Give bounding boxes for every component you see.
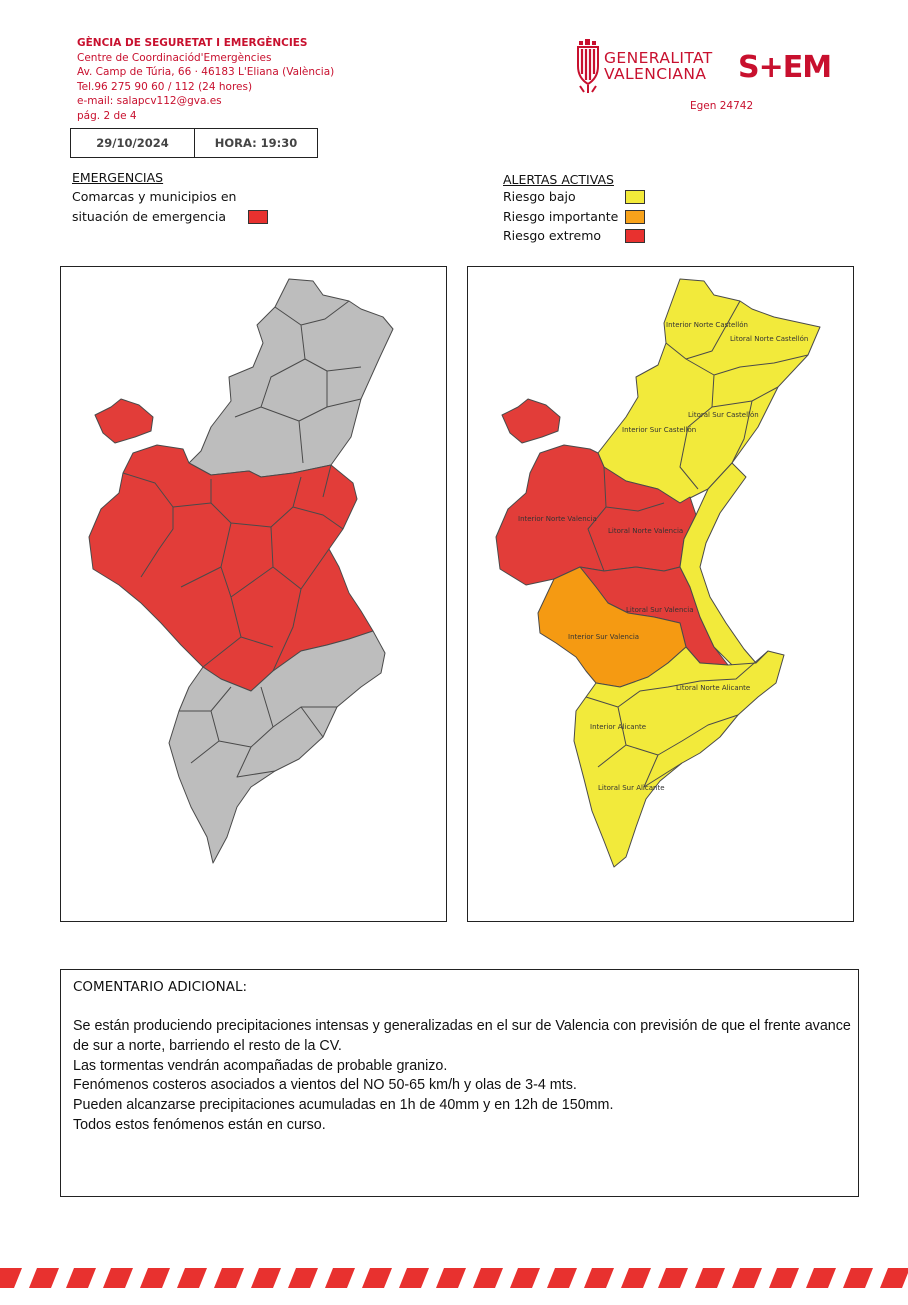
alert-map-svg [468,267,853,921]
emergencia-swatch [248,210,268,224]
alert-riesgo-extremo-swatch [625,229,645,243]
logo-text-line-2: VALENCIANA [604,65,707,83]
footer-stripe [510,1268,540,1288]
label-interior-norte-valencia: Interior Norte Valencia [518,515,597,523]
footer-stripe [547,1268,577,1288]
comment-line: Las tormentas vendrán acompañadas de probable granizo. [73,1057,448,1074]
org-line-email: e-mail: salapcv112@gva.es [77,95,222,108]
emergencias-title: EMERGENCIAS [72,170,164,185]
map-region-castellon [189,279,393,477]
alert-riesgo-bajo-label: Riesgo bajo [503,189,576,204]
report-date: 29/10/2024 [71,129,195,157]
footer-stripe [880,1268,908,1288]
sem-logo: S+EM [738,50,832,85]
org-line-phone: Tel.96 275 90 60 / 112 (24 hores) [77,80,253,93]
generalitat-emblem-icon [576,38,600,94]
footer-stripe [214,1268,244,1288]
organization-name: GÈNCIA DE SEGURETAT I EMERGÈNCIES [77,37,308,49]
label-litoral-sur-valencia: Litoral Sur Valencia [626,606,694,614]
map-enclave-rincon-ademuz [95,399,153,443]
footer-stripe [177,1268,207,1288]
footer-stripe [362,1268,392,1288]
label-interior-norte-castellon: Interior Norte Castellón [666,321,748,329]
alert-riesgo-importante-swatch [625,210,645,224]
footer-stripe [251,1268,281,1288]
logo-text-line-1: GENERALITAT [604,49,713,67]
footer-stripe [0,1268,22,1288]
label-interior-alicante: Interior Alicante [590,723,647,731]
alert-riesgo-importante-label: Riesgo importante [503,208,619,224]
page-number: pág. 2 de 4 [77,109,137,122]
label-litoral-norte-valencia: Litoral Norte Valencia [608,527,684,535]
emergency-map-svg [61,267,446,921]
footer-stripe [399,1268,429,1288]
date-time-box [70,128,318,158]
footer-stripe [29,1268,59,1288]
zone-enclave [502,399,560,443]
emergency-map [60,266,447,922]
label-litoral-norte-alicante: Litoral Norte Alicante [676,684,751,692]
emergencias-line-1: Comarcas y municipios en [72,189,237,204]
footer-stripe [288,1268,318,1288]
document-id: Egen 24742 [690,100,754,112]
alert-riesgo-bajo-swatch [625,190,645,204]
org-line-address: Av. Camp de Túria, 66 · 46183 L'Eliana (València) [77,66,335,79]
report-time: HORA: 19:30 [214,136,298,150]
footer-stripe [732,1268,762,1288]
alert-map [467,266,854,922]
emergencias-legend [72,170,268,226]
label-interior-sur-valencia: Interior Sur Valencia [568,633,640,641]
comment-line: Se están produciendo precipitaciones intensas y generalizadas en el sur de Valencia con previsión de que el frente avance de sur a norte, barriendo el resto de la CV. [73,1018,851,1054]
footer-stripe [436,1268,466,1288]
comment-title: COMENTARIO ADICIONAL: [73,979,248,995]
label-litoral-sur-castellon: Litoral Sur Castellón [688,411,759,419]
footer-stripe [806,1268,836,1288]
footer-stripe [658,1268,688,1288]
label-litoral-norte-castellon: Litoral Norte Castellón [730,335,809,343]
comment-line: Todos estos fenómenos están en curso. [73,1116,326,1133]
footer-stripe [473,1268,503,1288]
alert-riesgo-extremo-label: Riesgo extremo [503,228,602,243]
footer-stripe [769,1268,799,1288]
footer-stripe [843,1268,873,1288]
emergencias-line-2: situación de emergencia [72,208,226,224]
label-litoral-sur-alicante: Litoral Sur Alicante [598,784,665,792]
footer-stripe [66,1268,96,1288]
comment-body [73,1017,853,1136]
footer-stripe [621,1268,651,1288]
alertas-legend [503,172,648,246]
label-interior-sur-castellon: Interior Sur Castellón [622,426,697,434]
zone-castellon [598,279,820,503]
footer-stripe [325,1268,355,1288]
comment-line: Pueden alcanzarse precipitaciones acumuladas en 1h de 40mm y en 12h de 150mm. [73,1097,614,1114]
generalitat-logo [576,38,716,96]
comment-line: Fenómenos costeros asociados a vientos del NO 50-65 km/h y olas de 3-4 mts. [73,1077,577,1094]
comment-box [60,969,859,1197]
organization-info [77,36,334,124]
alertas-title: ALERTAS ACTIVAS [503,172,614,187]
footer-stripe [584,1268,614,1288]
org-line-center: Centre de Coordinaciód'Emergències [77,51,272,64]
footer-stripes [0,1266,908,1292]
footer-stripe [695,1268,725,1288]
footer-stripe [103,1268,133,1288]
footer-stripe [140,1268,170,1288]
